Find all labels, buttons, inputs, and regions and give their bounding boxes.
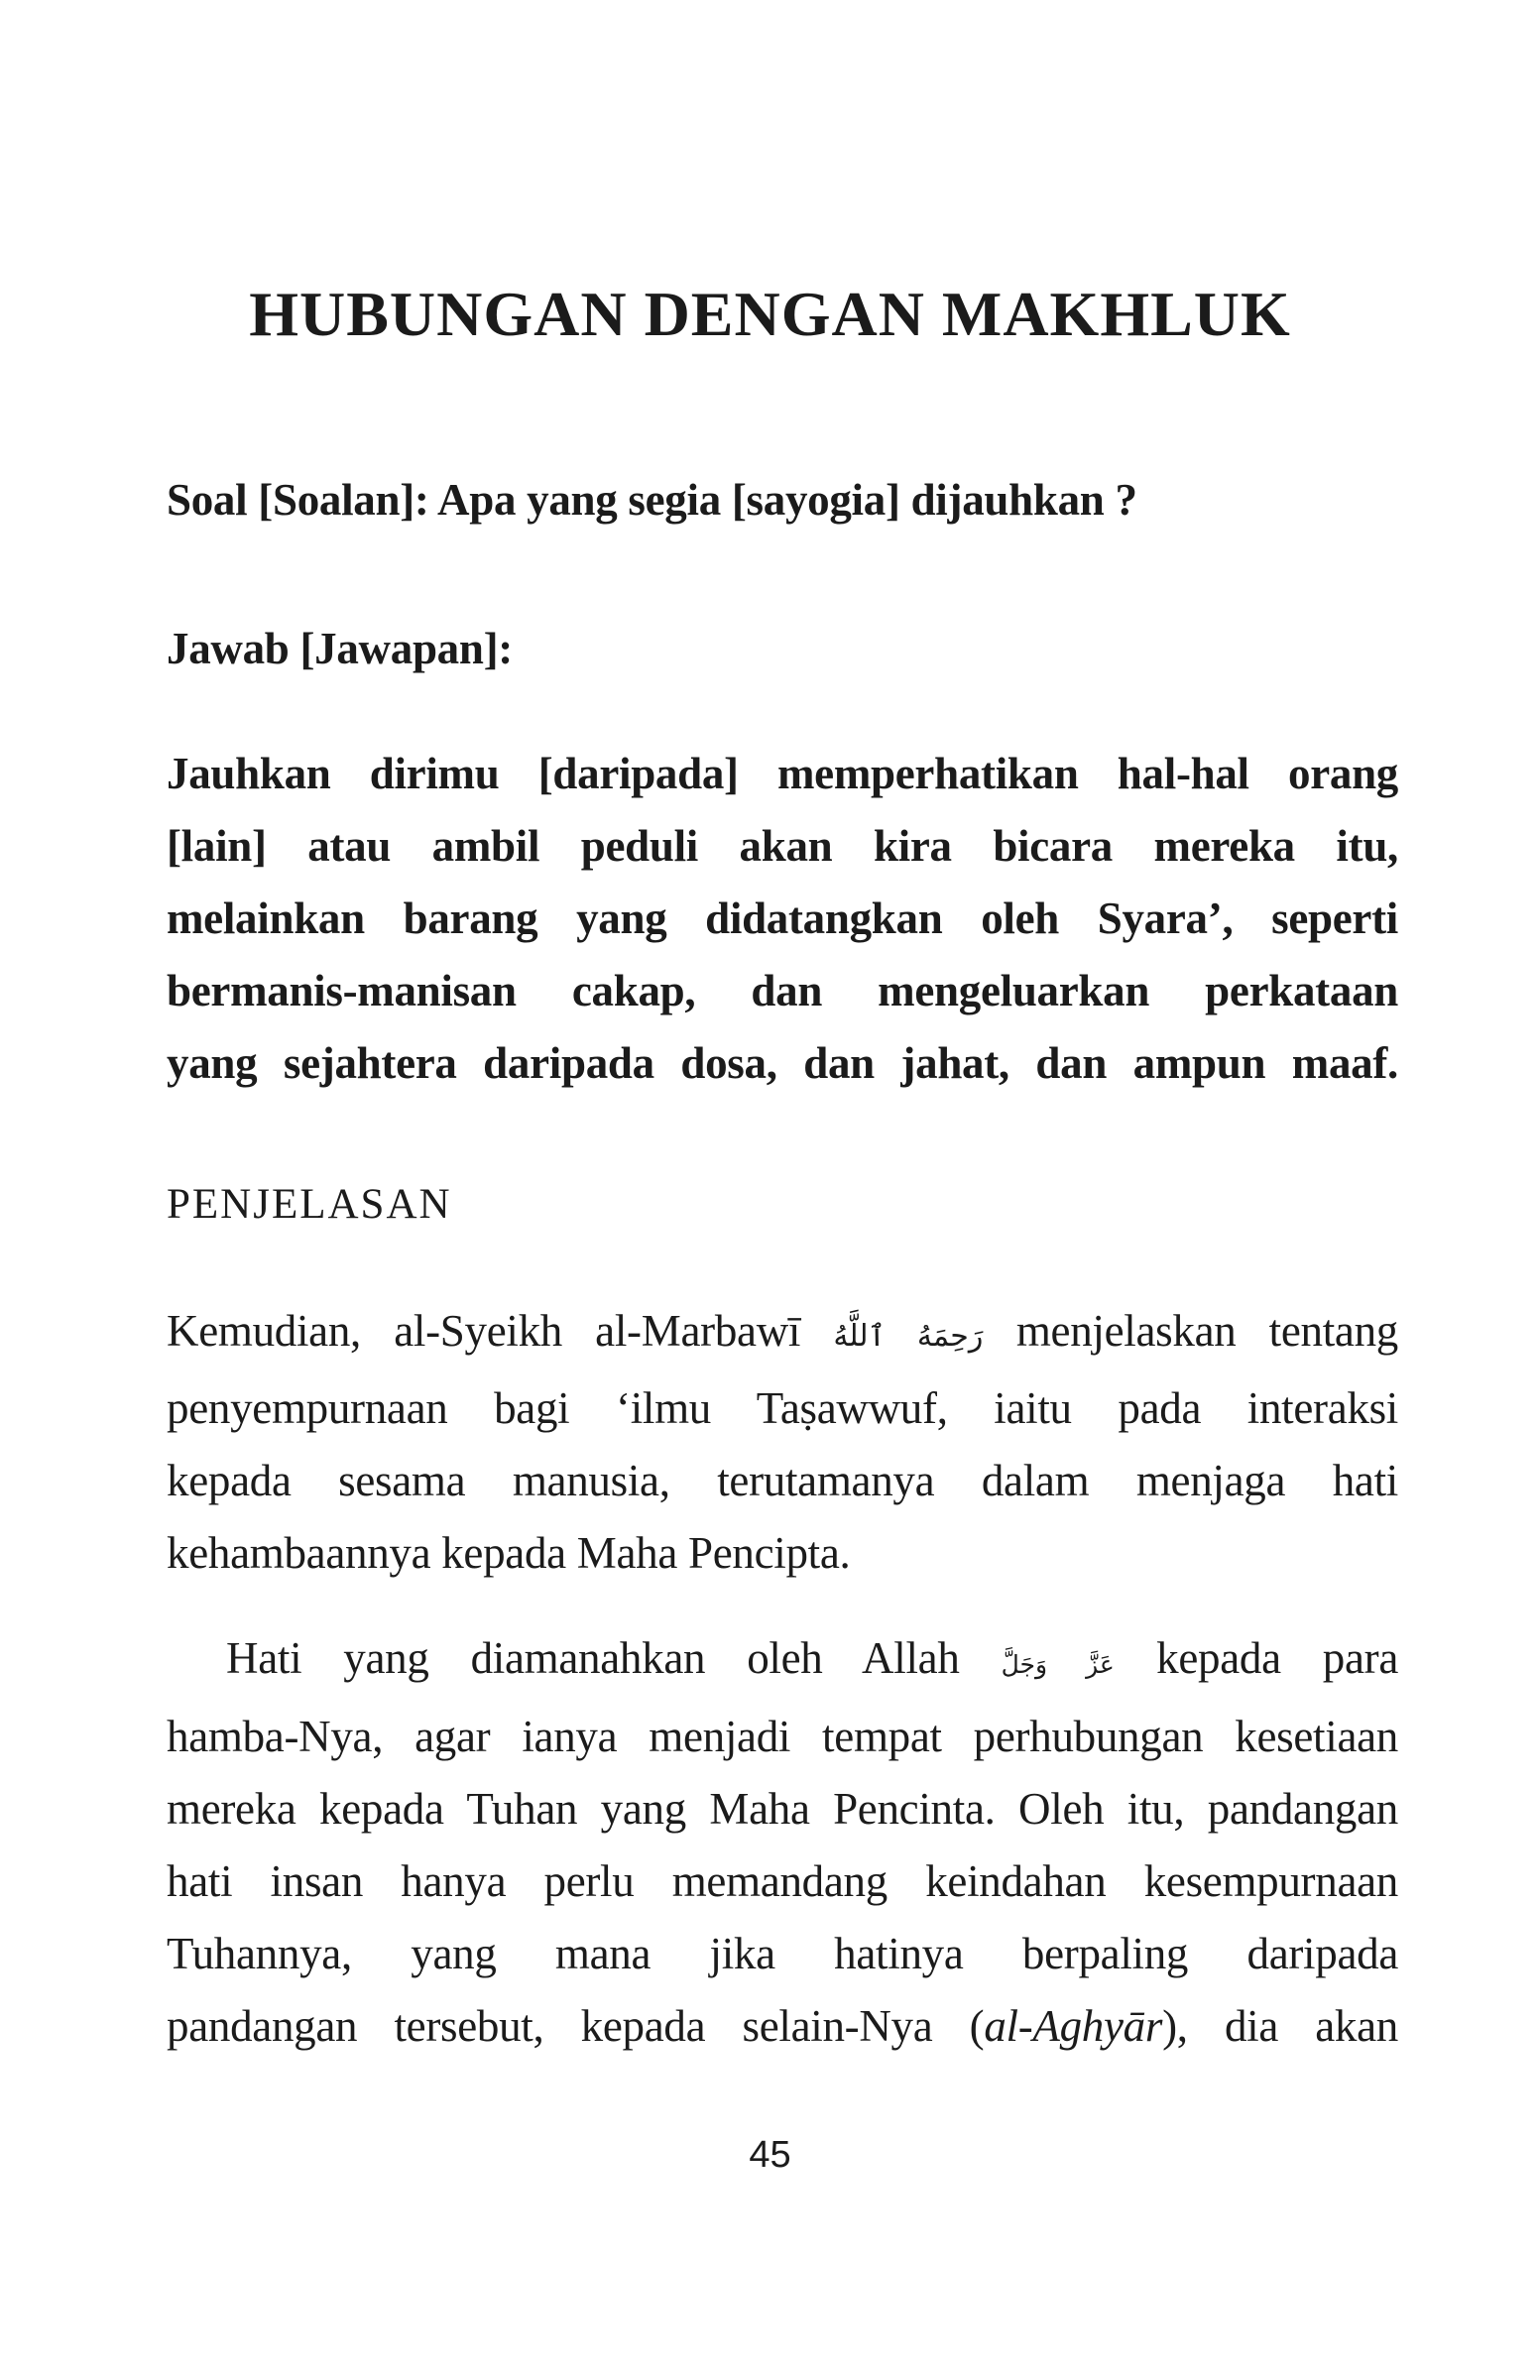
penjelasan-paragraph-2 — [167, 1622, 1398, 2063]
paragraph-line: kehambaannya kepada Maha Pencipta. — [167, 1528, 851, 1578]
italic-term-al-aghyar: al-Aghyār — [984, 2001, 1163, 2051]
arabic-honorific-rahimahullah: رَحِمَهُ ٱللَّهُ — [833, 1319, 984, 1354]
section-heading-penjelasan: PENJELASAN — [167, 1181, 452, 1228]
answer-paragraph-line: bermanis-manisan cakap, dan mengeluarkan perkataan — [167, 966, 1398, 1015]
paragraph-line: Tuhannya, yang mana jika hatinya berpaling daripada — [167, 1929, 1398, 1978]
paragraph-text: kepada para — [1156, 1633, 1399, 1683]
arabic-honorific-azza-wa-jall: عَزَّ وَجَلَّ — [1001, 1650, 1115, 1679]
paragraph-text: Hati yang diamanahkan oleh Allah — [226, 1633, 960, 1683]
answer-paragraph-line: yang sejahtera daripada dosa, dan jahat, dan ampun maaf. — [167, 1038, 1398, 1088]
paragraph-text: pandangan tersebut, kepada selain-Nya ( — [167, 2001, 985, 2051]
answer-paragraph-line: melainkan barang yang didatangkan oleh Syara’, seperti — [167, 893, 1398, 943]
paragraph-line — [167, 1622, 1398, 1701]
paragraph-line: hamba-Nya, agar ianya menjadi tempat perhubungan kesetiaan — [167, 1712, 1398, 1761]
paragraph-line: kepada sesama manusia, terutamanya dalam menjaga hati — [167, 1456, 1398, 1505]
paragraph-text: Kemudian, al-Syeikh al-Marbawī — [167, 1306, 801, 1356]
answer-paragraph-line: [lain] atau ambil peduli akan kira bicara mereka itu, — [167, 821, 1398, 871]
answer-paragraph-line: Jauhkan dirimu [daripada] memperhatikan hal-hal orang — [167, 749, 1398, 798]
paragraph-line: hati insan hanya perlu memandang keindahan kesempurnaan — [167, 1856, 1398, 1906]
paragraph-text: menjelaskan tentang — [1015, 1306, 1399, 1356]
penjelasan-paragraph-1 — [167, 1295, 1398, 1590]
paragraph-line: mereka kepada Tuhan yang Maha Pencinta. Oleh itu, pandangan — [167, 1784, 1398, 1834]
page-number: 45 — [749, 2134, 791, 2176]
page-title: HUBUNGAN DENGAN MAKHLUK — [249, 279, 1291, 349]
question-line: Soal [Soalan]: Apa yang segia [sayogia] dijauhkan ? — [167, 475, 1137, 525]
answer-paragraph — [167, 738, 1398, 1100]
answer-label: Jawab [Jawapan]: — [167, 624, 513, 673]
paragraph-line: penyempurnaan bagi ‘ilmu Taṣawwuf, iaitu pada interaksi — [167, 1383, 1398, 1433]
paragraph-line — [167, 1990, 1398, 2063]
paragraph-text: ), dia akan — [1162, 2001, 1398, 2051]
paragraph-line — [167, 1295, 1398, 1372]
